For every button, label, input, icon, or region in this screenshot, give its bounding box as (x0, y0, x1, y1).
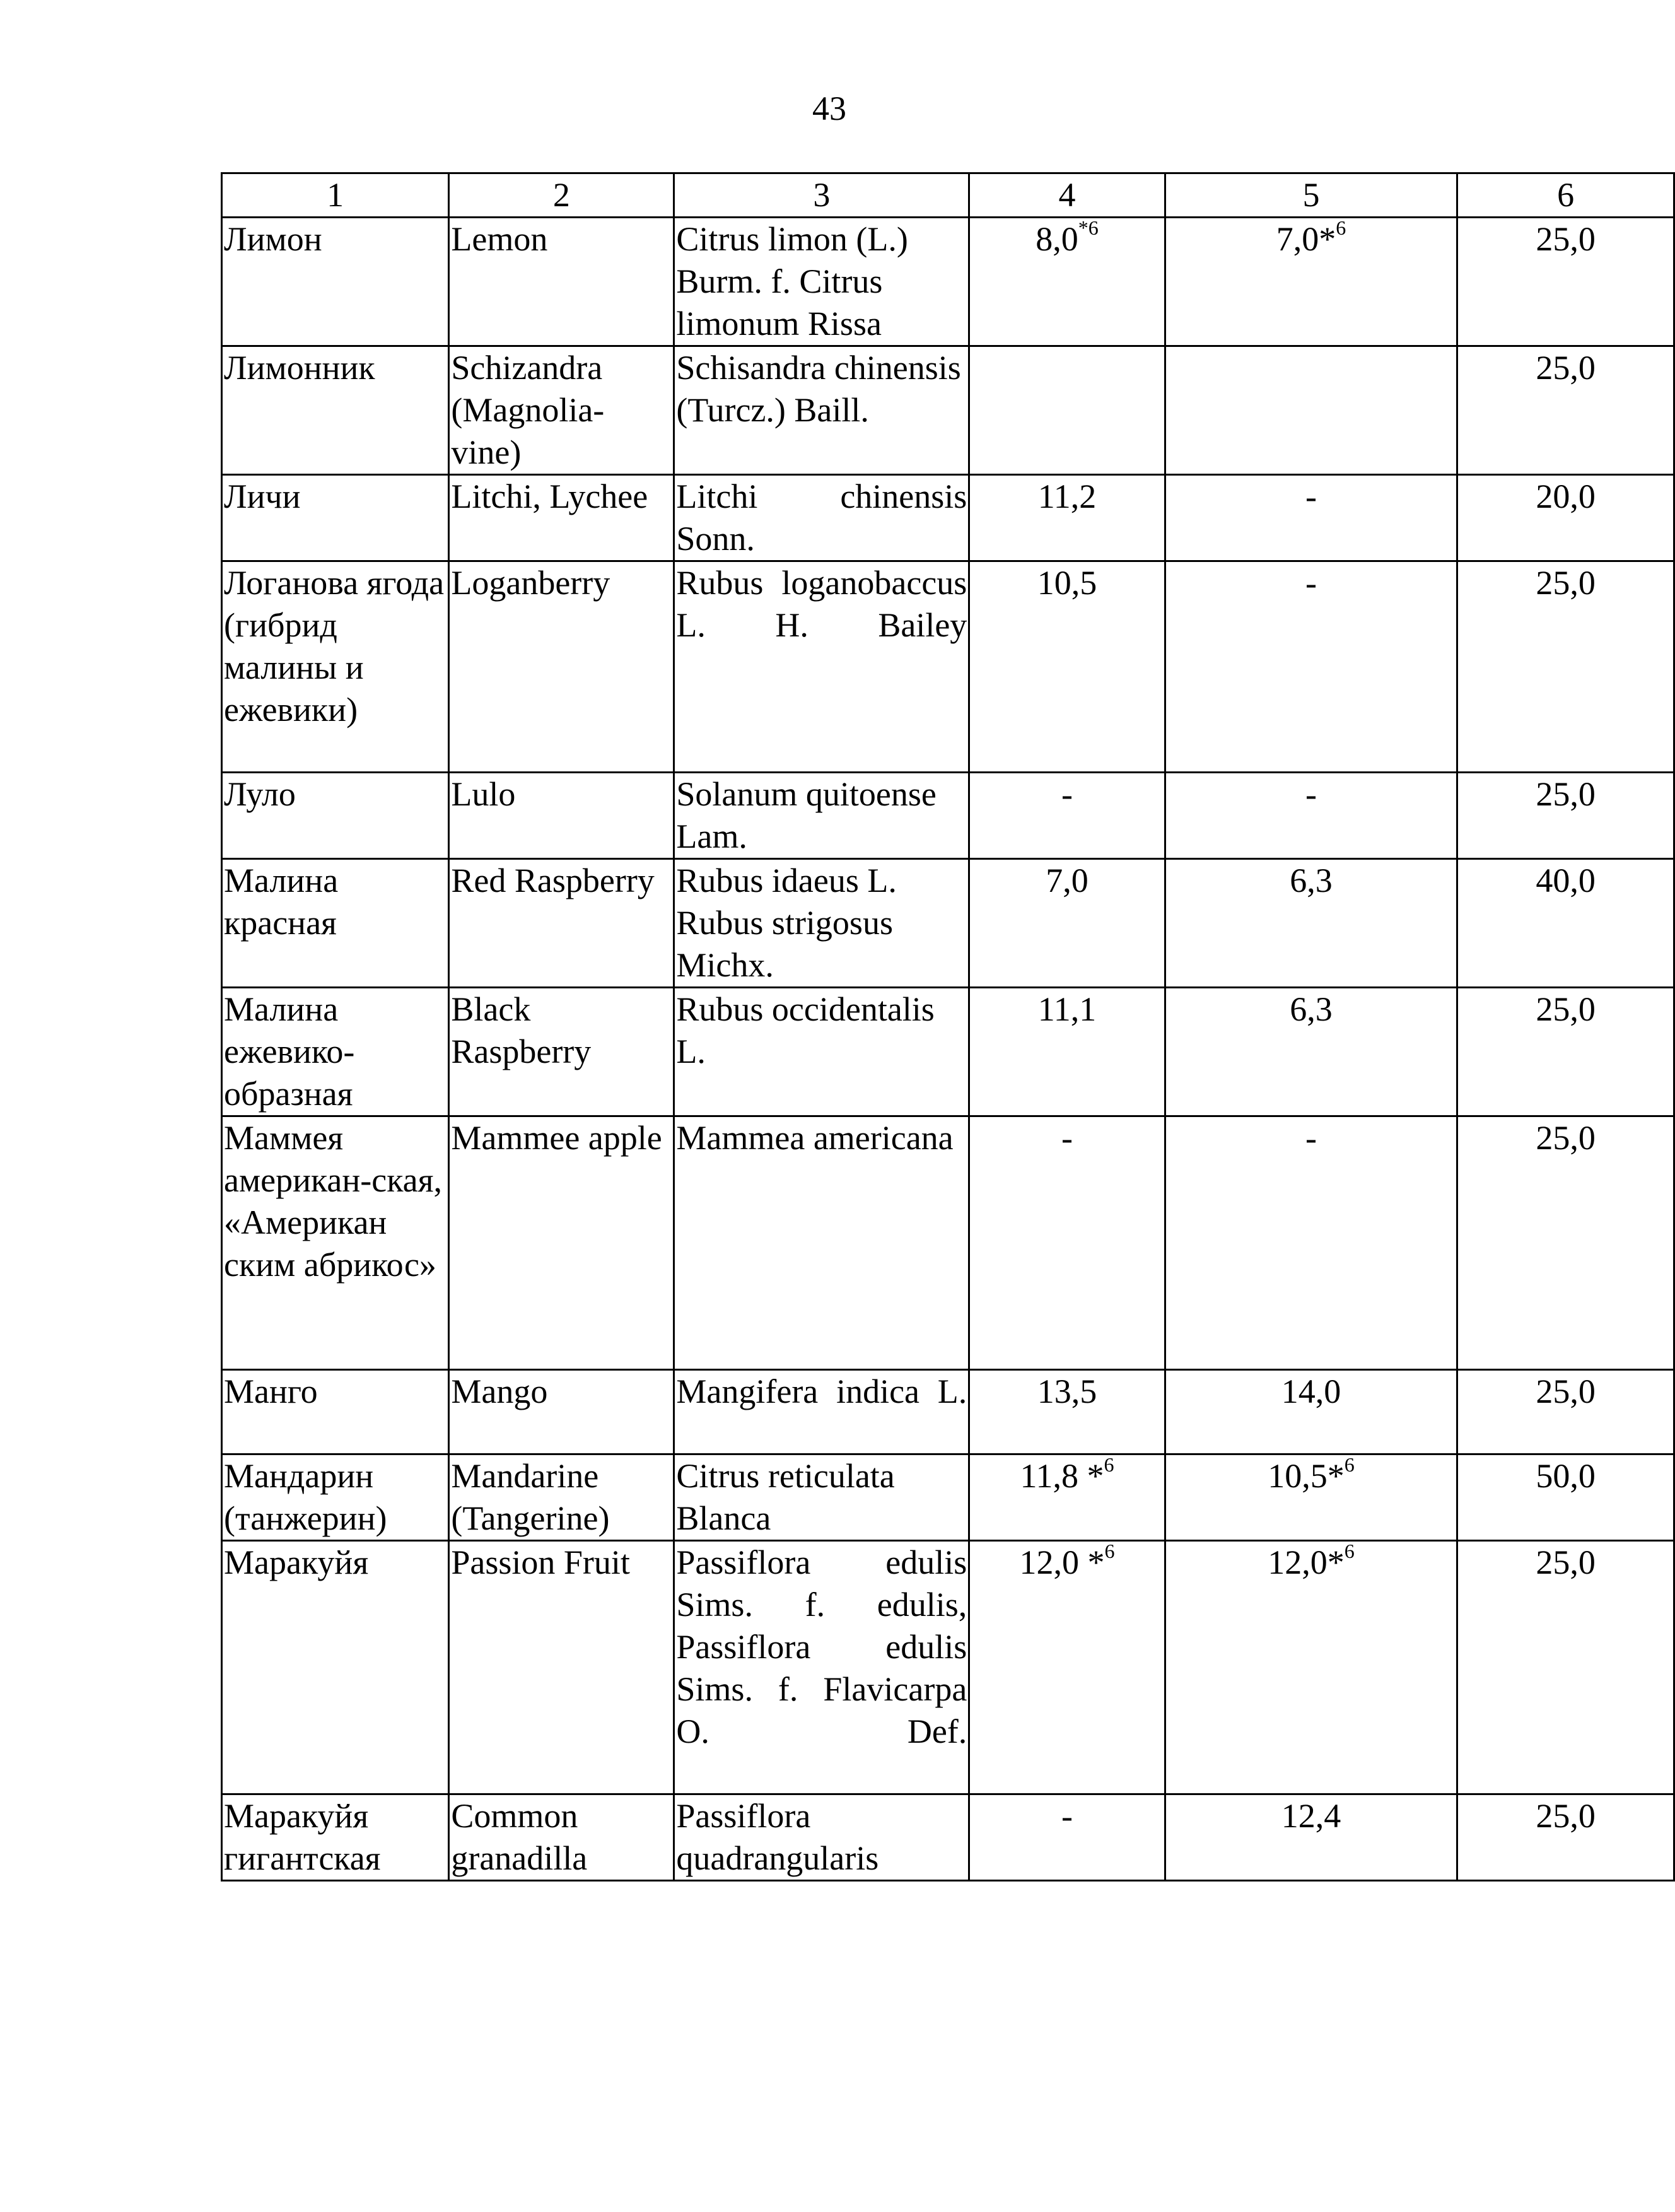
cell-col6-text: 25,0 (1536, 1543, 1596, 1581)
cell-english-name (449, 988, 674, 1116)
cell-latin-name (674, 1370, 969, 1454)
cell-english-name (449, 1370, 674, 1454)
cell-col6 (1457, 1794, 1674, 1881)
table-row (222, 561, 1674, 773)
cell-col4-footnote-mark: 6 (1104, 1453, 1114, 1476)
cell-col5-text: 6,3 (1290, 990, 1333, 1028)
cell-english-name-text: Litchi, Lychee (451, 477, 648, 515)
cell-english-name-text: Black Raspberry (451, 990, 592, 1070)
table-row (222, 218, 1674, 346)
cell-col4 (969, 1116, 1165, 1370)
cell-col5 (1165, 773, 1457, 859)
cell-col4 (969, 561, 1165, 773)
cell-col4-text: 11,2 (1037, 477, 1097, 515)
table-row (222, 1454, 1674, 1541)
table-row (222, 988, 1674, 1116)
cell-english-name-text: Schizandra (Magnolia-vine) (451, 349, 605, 471)
cell-col6 (1457, 1454, 1674, 1541)
cell-latin-name-text: Schisandra chinensis (Turcz.) Baill. (676, 349, 961, 429)
table-row (222, 773, 1674, 859)
cell-col5-text: - (1305, 564, 1317, 602)
cell-latin-name (674, 859, 969, 988)
col-header-6: 6 (1457, 173, 1674, 218)
table-row (222, 1116, 1674, 1370)
cell-russian-name (222, 773, 449, 859)
cell-latin-name (674, 475, 969, 561)
cell-col6 (1457, 218, 1674, 346)
cell-english-name-text: Mandarine (Tangerine) (451, 1457, 610, 1537)
cell-russian-name-text: Логанова ягода (гибрид малины и ежевики) (224, 564, 445, 729)
col-header-4: 4 (969, 173, 1165, 218)
cell-russian-name (222, 346, 449, 475)
cell-latin-name-text: Passiflora quadrangularis (676, 1797, 879, 1877)
cell-russian-name (222, 988, 449, 1116)
cell-col5-footnote-mark: 6 (1344, 1453, 1355, 1476)
cell-english-name (449, 773, 674, 859)
cell-col4-text: - (1061, 1797, 1073, 1835)
cell-col4 (969, 1370, 1165, 1454)
cell-russian-name-text: Мандарин (танжерин) (224, 1457, 387, 1537)
cell-russian-name-text: Маммея американ-ская, «Американ ским абрикос» (224, 1119, 442, 1284)
cell-russian-name (222, 475, 449, 561)
cell-latin-name (674, 346, 969, 475)
cell-col5 (1165, 1116, 1457, 1370)
cell-latin-name-text: Solanum quitoense Lam. (676, 775, 937, 855)
cell-col6-text: 25,0 (1536, 1797, 1596, 1835)
table-row (222, 475, 1674, 561)
cell-english-name (449, 1454, 674, 1541)
cell-col4 (969, 346, 1165, 475)
cell-latin-name (674, 561, 969, 773)
cell-col4-text: 10,5 (1037, 564, 1097, 602)
cell-col5-text: 7,0* (1276, 220, 1336, 258)
cell-english-name (449, 346, 674, 475)
cell-col5 (1165, 1794, 1457, 1881)
cell-col5-text: - (1305, 775, 1317, 813)
table-row (222, 859, 1674, 988)
cell-col4 (969, 1541, 1165, 1794)
cell-col6-text: 50,0 (1536, 1457, 1596, 1495)
cell-col4 (969, 859, 1165, 988)
cell-col5 (1165, 346, 1457, 475)
cell-latin-name-text: Litchi chinensis Sonn. (676, 477, 967, 558)
cell-latin-name-text: Rubus loganobaccus L. H. Bailey (676, 564, 967, 644)
cell-col4 (969, 218, 1165, 346)
cell-col4 (969, 988, 1165, 1116)
cell-col4-footnote-mark: 6 (1104, 1540, 1115, 1562)
cell-col5-text: 12,4 (1281, 1797, 1341, 1835)
cell-latin-name (674, 218, 969, 346)
cell-col5-text: - (1305, 1119, 1317, 1157)
cell-english-name-text: Loganberry (451, 564, 610, 602)
cell-russian-name (222, 1370, 449, 1454)
cell-col6 (1457, 561, 1674, 773)
cell-english-name-text: Mango (451, 1372, 548, 1410)
col-header-1: 1 (222, 173, 449, 218)
cell-col5 (1165, 218, 1457, 346)
cell-col6-text: 25,0 (1536, 220, 1596, 258)
cell-col4-text: 8,0 (1036, 220, 1078, 258)
cell-col4-text: - (1061, 775, 1073, 813)
header-row (222, 173, 1674, 218)
cell-english-name (449, 1116, 674, 1370)
cell-col6 (1457, 1541, 1674, 1794)
cell-col6 (1457, 475, 1674, 561)
cell-russian-name (222, 1454, 449, 1541)
cell-latin-name (674, 1794, 969, 1881)
table-row (222, 346, 1674, 475)
cell-russian-name-text: Личи (224, 477, 301, 515)
cell-english-name-text: Common granadilla (451, 1797, 588, 1877)
cell-col4 (969, 475, 1165, 561)
cell-english-name (449, 859, 674, 988)
cell-latin-name (674, 988, 969, 1116)
cell-latin-name-text: Mammea americana (676, 1119, 954, 1157)
cell-col4 (969, 1454, 1165, 1541)
table-row (222, 1794, 1674, 1881)
cell-col6-text: 25,0 (1536, 1119, 1596, 1157)
cell-col6-text: 25,0 (1536, 349, 1596, 387)
col-header-3: 3 (674, 173, 969, 218)
cell-russian-name-text: Малина красная (224, 862, 339, 942)
cell-col5 (1165, 475, 1457, 561)
cell-english-name-text: Mammee apple (451, 1119, 662, 1157)
cell-latin-name-text: Mangifera indica L. (676, 1372, 967, 1410)
cell-russian-name (222, 1794, 449, 1881)
cell-russian-name-text: Лимон (224, 220, 322, 258)
cell-col6-text: 25,0 (1536, 990, 1596, 1028)
cell-col6 (1457, 988, 1674, 1116)
cell-english-name-text: Lulo (451, 775, 516, 813)
cell-col6 (1457, 773, 1674, 859)
cell-col4 (969, 773, 1165, 859)
cell-col5-text: 14,0 (1281, 1372, 1341, 1410)
cell-latin-name (674, 1541, 969, 1794)
cell-latin-name-text: Citrus limon (L.) Burm. f. Citrus limonum Rissa (676, 220, 908, 342)
page-number: 43 (812, 90, 846, 127)
fruit-table (221, 172, 1675, 1881)
cell-col5-text: - (1305, 477, 1317, 515)
cell-russian-name-text: Лимонник (224, 349, 375, 387)
cell-col5-text: 12,0* (1268, 1543, 1345, 1581)
cell-russian-name (222, 561, 449, 773)
cell-col5-footnote-mark: 6 (1344, 1540, 1355, 1562)
cell-russian-name-text: Манго (224, 1372, 318, 1410)
cell-col5 (1165, 988, 1457, 1116)
cell-latin-name-text: Rubus idaeus L. Rubus strigosus Michx. (676, 862, 897, 984)
cell-english-name-text: Red Raspberry (451, 862, 655, 899)
cell-russian-name-text: Луло (224, 775, 296, 813)
cell-russian-name-text: Малина ежевико-образная (224, 990, 355, 1113)
cell-col4-text: 13,5 (1037, 1372, 1097, 1410)
cell-col5 (1165, 1541, 1457, 1794)
cell-latin-name-text: Rubus occidentalis L. (676, 990, 935, 1070)
cell-col4-text: - (1061, 1119, 1073, 1157)
cell-col5-text: 10,5* (1268, 1457, 1345, 1495)
cell-russian-name (222, 1541, 449, 1794)
cell-col6 (1457, 1370, 1674, 1454)
cell-english-name-text: Lemon (451, 220, 548, 258)
cell-english-name (449, 561, 674, 773)
cell-col6-text: 20,0 (1536, 477, 1596, 515)
cell-col4-text: 11,8 * (1020, 1457, 1104, 1495)
cell-latin-name (674, 773, 969, 859)
cell-english-name (449, 1794, 674, 1881)
cell-russian-name-text: Маракуйя (224, 1543, 369, 1581)
cell-col4 (969, 1794, 1165, 1881)
cell-col4-text: 11,1 (1037, 990, 1097, 1028)
cell-russian-name (222, 1116, 449, 1370)
cell-col5-text: 6,3 (1290, 862, 1333, 899)
cell-col6-text: 25,0 (1536, 1372, 1596, 1410)
cell-english-name (449, 1541, 674, 1794)
cell-col4-text: 12,0 * (1019, 1543, 1105, 1581)
cell-col6-text: 25,0 (1536, 564, 1596, 602)
cell-col6 (1457, 346, 1674, 475)
cell-col6-text: 40,0 (1536, 862, 1596, 899)
cell-col6 (1457, 859, 1674, 988)
cell-russian-name (222, 218, 449, 346)
cell-english-name (449, 475, 674, 561)
col-header-5: 5 (1165, 173, 1457, 218)
cell-col4-text: 7,0 (1046, 862, 1088, 899)
cell-col6-text: 25,0 (1536, 775, 1596, 813)
cell-russian-name (222, 859, 449, 988)
cell-latin-name (674, 1116, 969, 1370)
cell-col5 (1165, 1370, 1457, 1454)
cell-latin-name (674, 1454, 969, 1541)
table-row (222, 1541, 1674, 1794)
cell-col5 (1165, 859, 1457, 988)
cell-english-name (449, 218, 674, 346)
cell-col6 (1457, 1116, 1674, 1370)
cell-col5 (1165, 561, 1457, 773)
cell-col5 (1165, 1454, 1457, 1541)
cell-latin-name-text: Citrus reticulata Blanca (676, 1457, 895, 1537)
table-row (222, 1370, 1674, 1454)
cell-english-name-text: Passion Fruit (451, 1543, 630, 1581)
cell-russian-name-text: Маракуйя гигантская (224, 1797, 381, 1877)
cell-latin-name-text: Passiflora edulis Sims. f. edulis, Passiflora edulis Sims. f. Flavicarpa O. Def. (676, 1543, 967, 1750)
col-header-2: 2 (449, 173, 674, 218)
cell-col5-footnote-mark: 6 (1336, 216, 1346, 239)
cell-col4-footnote-mark: *6 (1078, 216, 1099, 239)
